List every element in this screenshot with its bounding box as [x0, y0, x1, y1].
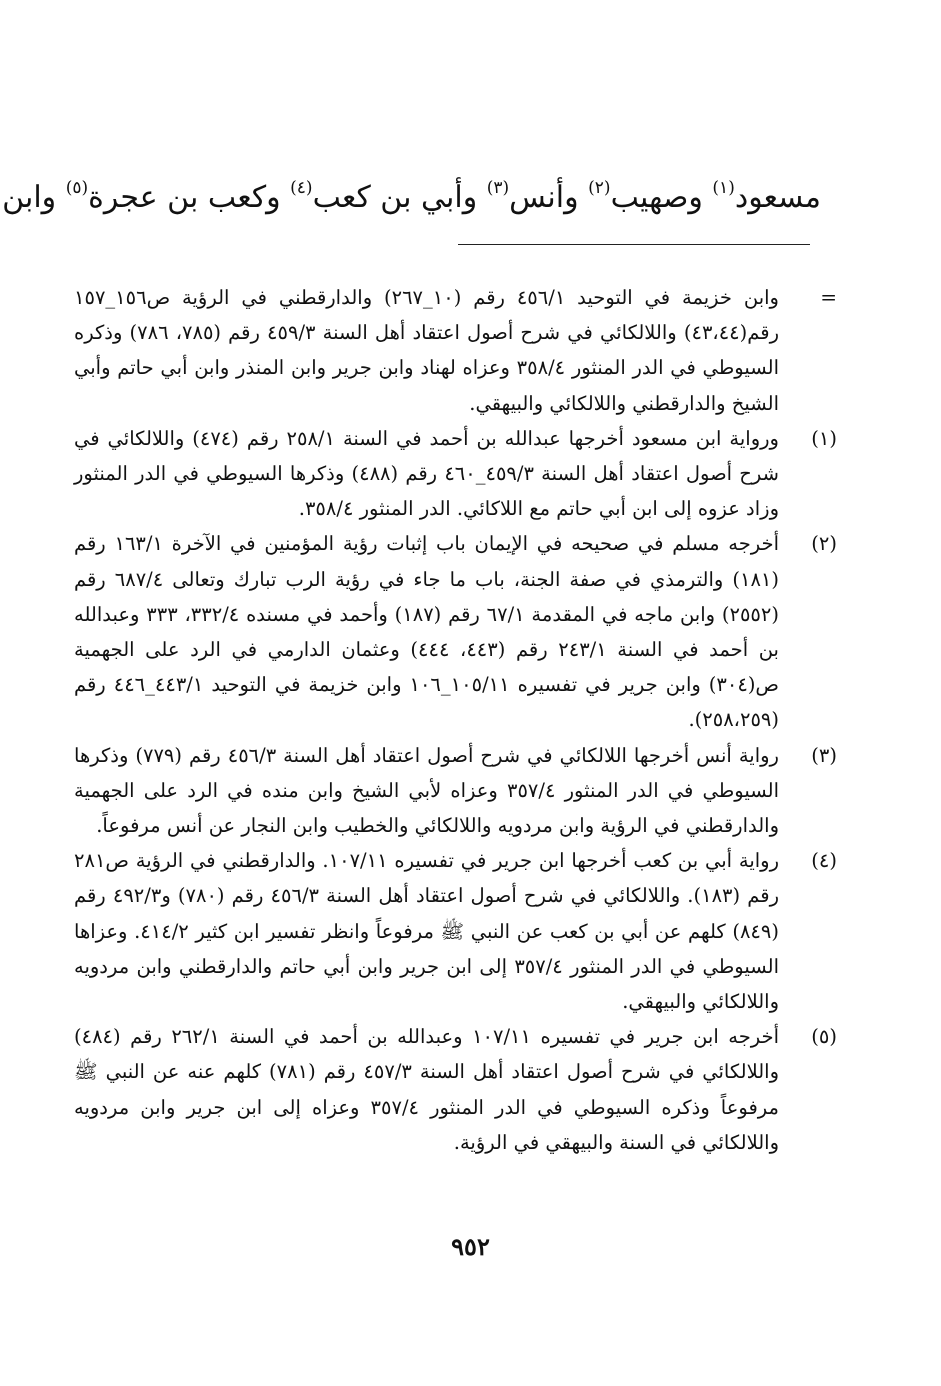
footnote-line: وابن خزيمة في التوحيد ٤٥٦/١ رقم (١٠_٢٦٧) والدارقطني في الرؤية ص١٥٦_١٥٧ — [74, 286, 779, 309]
page-number: ٩٥٢ — [451, 1232, 490, 1261]
footnote-2 — [74, 526, 837, 737]
footnote-body — [74, 280, 779, 421]
footnote-ref: (٢) — [588, 178, 611, 198]
main-word: وأنس — [509, 180, 589, 215]
footnote-line: المنثور وزاد عزوه إلى ابن أبي حاتم مع اللاكائي. الدر المنثور ٣٥٨/٤. — [74, 462, 779, 521]
footnote-line: (٧٨٠) و٤٩٢/٣ رقم (٨٤٩) كلهم عن أبي بن كعب عن النبي ﷺ مرفوعاً وانظر — [74, 884, 779, 943]
footnote-line: أخرجه ابن جرير في تفسيره ١٠٧/١١ وعبدالله بن أحمد في السنة ٢٦٢/١ رقم (٤٨٤) — [74, 1025, 779, 1049]
footnote-body — [74, 738, 779, 844]
footnote-line: رواية أبي بن كعب أخرجها ابن جرير في تفسيره ١٠٧/١١. والدارقطني في الرؤية — [135, 849, 780, 873]
footnote-line: ورواية ابن مسعود أخرجها عبدالله بن أحمد في السنة ٢٥٨/١ رقم (٤٧٤) واللالكائي — [107, 426, 779, 450]
footnote-line: ٦٨٧/٤ رقم (٢٥٥٢) وابن ماجه في المقدمة ٦٧/١ رقم (١٨٧) وأحمد في مسنده — [74, 567, 779, 626]
footnote-line: خزيمة في التوحيد ٤٤٣/١_٤٤٦ رقم (٢٥٨،٢٥٩). — [74, 673, 779, 732]
footnote-line: رقم (١٨١) والترمذي في صفة الجنة، باب ما جاء في رؤية الرب تبارك وتعالى — [74, 532, 779, 591]
footnote-4 — [74, 843, 837, 1019]
footnote-marker: (٢) — [811, 532, 837, 556]
footnotes-section — [74, 280, 837, 1160]
main-word: وكعب بن عجرة — [88, 180, 291, 215]
footnote-line: تفسير ابن كثير ٤١٤/٢. وعزاها السيوطي في الدر المنثور ٣٥٧/٤ إلى ابن جرير وابن — [74, 919, 779, 978]
footnote-line: أخرجه مسلم في صحيحه في الإيمان باب إثبات رؤية المؤمنين في الآخرة ١٦٣/١ — [114, 532, 779, 556]
footnote-marker: (٥) — [811, 1025, 837, 1049]
footnote-ref: (٣) — [486, 178, 510, 198]
footnote-3 — [74, 738, 837, 844]
main-text-line — [2, 168, 821, 228]
footnote-ref: (٤) — [290, 178, 313, 198]
footnote-line: واللالكائي في شرح أصول اعتقاد أهل السنة ٤٥٧/٣ رقم (٧٨١) كلهم عنه عن النبي — [105, 1060, 779, 1084]
footnote-line: رواية أنس أخرجها اللالكائي في شرح أصول اعتقاد أهل السنة ٤٥٦/٣ رقم (٧٧٩) — [135, 743, 779, 767]
footnote-separator — [458, 244, 810, 245]
footnote-line: أبي حاتم والدارقطني وابن مردويه واللالكائي والبيهقي. — [74, 954, 779, 1014]
main-word: مسعود — [734, 180, 821, 215]
footnote-line: في شرح أصول اعتقاد أهل السنة ٤٥٩/٣_٤٦٠ رقم (٤٨٨) وذكرها السيوطي في الدر — [74, 426, 779, 486]
footnote-ref: (٥) — [65, 178, 89, 198]
main-word: وأبي بن كعب — [312, 180, 487, 215]
footnote-line: مرفوعاً. — [96, 814, 161, 838]
footnote-line: واللالكائي في السنة والبيهقي في الرؤية. — [453, 1130, 779, 1154]
footnote-marker: (١) — [811, 426, 837, 450]
footnote-body — [74, 526, 779, 737]
footnote-line: وذكرها السيوطي في الدر المنثور ٣٥٧/٤ وعزاه لأبي الشيخ وابن منده في الرد على — [74, 743, 780, 802]
footnote-line: ﷺ مرفوعاً وذكره السيوطي في الدر المنثور ٣٥٧/٤ وعزاه إلى ابن جرير وابن مردويه — [74, 1060, 779, 1119]
main-word: وابن — [2, 180, 66, 215]
footnote-ref: (١) — [712, 178, 735, 198]
footnote-line: وذكره السيوطي في الدر المنثور ٣٥٨/٤ وعزاه لهناد وابن جرير وابن المنذر وابن أبي — [74, 321, 780, 380]
footnote-line: حاتم وأبي الشيخ والدارقطني واللالكائي والبيهقي. — [74, 356, 779, 415]
footnote-5 — [74, 1019, 837, 1160]
footnote-marker: (٣) — [811, 743, 837, 767]
footnote-body — [74, 843, 779, 1019]
footnote-1 — [74, 421, 837, 527]
footnote-line: الجهمية والدارقطني في الرؤية وابن مردويه واللالكائي والخطيب وابن النجار عن أنس — [74, 778, 779, 838]
footnote-line: رقم(٤٣،٤٤) واللالكائي في شرح أصول اعتقاد أهل السنة ٤٥٩/٣ رقم (٧٨٥، ٧٨٦) — [129, 321, 779, 345]
footnote-line: ٣٣٢/٤، ٣٣٣ وعبدالله بن أحمد في السنة ٢٤٣/١ رقم (٤٤٣، ٤٤٤) وعثمان — [74, 602, 779, 662]
main-word: وصهيب — [610, 180, 713, 215]
footnote-line: ص٢٨١ رقم (١٨٣). واللالكائي في شرح أصول اعتقاد أهل السنة ٤٥٦/٣ رقم — [74, 849, 779, 908]
footnote-continuation — [74, 280, 837, 421]
footnote-line: الدارمي في الرد على الجهمية ص(٣٠٤) وابن جرير في تفسيره ١٠٥/١١_١٠٦ وابن — [74, 638, 780, 697]
footnote-body — [74, 421, 779, 527]
footnote-marker: (٤) — [811, 849, 837, 873]
footnote-body — [74, 1019, 779, 1160]
continuation-marker: = — [820, 285, 837, 309]
